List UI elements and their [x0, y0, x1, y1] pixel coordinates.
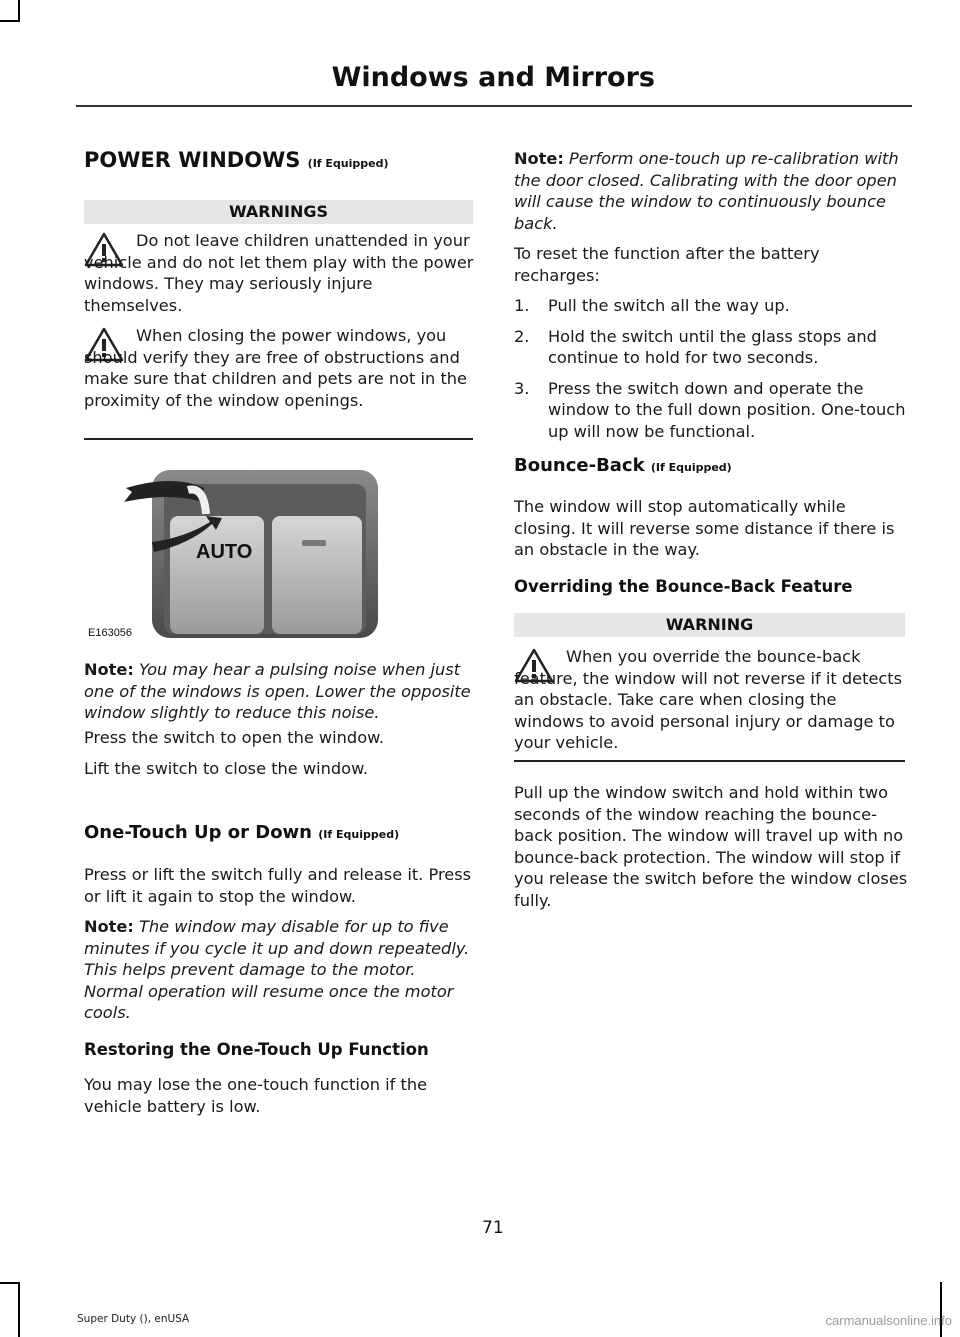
auto-label: AUTO [196, 541, 253, 563]
note [84, 916, 476, 1024]
note-text: You may hear a pulsing noise when just one of the windows is open. Lower the opposite window slightly to reduce this noise. [84, 660, 471, 722]
list-item [514, 326, 906, 369]
crop-mark [0, 20, 20, 22]
step-text: Pull the switch all the way up. [548, 296, 790, 315]
warning-text [84, 230, 474, 316]
paragraph: Press or lift the switch fully and release it. Press or lift it again to stop the window. [84, 865, 472, 906]
heading-suffix: (If Equipped) [318, 828, 400, 841]
crop-mark [0, 1282, 20, 1284]
warning-body: Do not leave children unattended in your vehicle and do not let them play with the power windows. They may seriously injure themselves. [84, 231, 474, 315]
crop-mark [940, 1282, 942, 1337]
warning-text [84, 325, 469, 411]
subsection-heading: Overriding the Bounce-Back Feature [514, 577, 853, 596]
figure-code: E163056 [88, 627, 133, 639]
warning-body: When closing the power windows, you should verify they are free of obstructions and make sure that children and pets are not in the proximity of the window openings. [84, 326, 468, 410]
note-text: Perform one-touch up re-calibration with the door closed. Calibrating with the door open will cause the window to continuously bounce back. [514, 149, 899, 233]
step-number: 2. [514, 326, 530, 346]
crop-mark [18, 0, 20, 22]
step-text: Press the switch down and operate the window to the full down position. One-touch up will now be functional. [548, 378, 906, 441]
list-item [514, 295, 906, 317]
note-text: The window may disable for up to five minutes if you cycle it up and down repeatedly. This helps prevent damage to the motor. Normal operation will resume once the motor cools. [84, 917, 470, 1022]
note-label: Note: [514, 149, 564, 168]
window-switch-illustration [84, 444, 474, 644]
step-number: 1. [514, 296, 530, 315]
heading-suffix: (If Equipped) [307, 157, 389, 170]
steps-list [514, 295, 906, 451]
note [84, 659, 476, 724]
warning-divider [84, 438, 473, 440]
paragraph: You may lose the one-touch function if the vehicle battery is low. [84, 1075, 428, 1116]
paragraph: To reset the function after the battery recharges: [514, 244, 820, 285]
warning-body: When you override the bounce-back feature, the window will not reverse if it detects an obstacle. Take care when closing the windows to avoid personal injury or damage to your vehicle. [514, 647, 903, 752]
heading-suffix: (If Equipped) [650, 461, 732, 474]
warning-text [514, 646, 908, 754]
warning-label: WARNING [514, 613, 905, 637]
crop-mark [18, 1282, 20, 1337]
subsection-heading [514, 455, 732, 476]
heading-text: One-Touch Up or Down [84, 822, 312, 843]
note-label: Note: [84, 917, 134, 936]
section-heading [84, 148, 389, 172]
heading-text: POWER WINDOWS [84, 148, 301, 172]
page-title: Windows and Mirrors [331, 62, 655, 93]
watermark: carmanualsonline.info [825, 1313, 952, 1328]
paragraph: Pull up the window switch and hold within two seconds of the window reaching the bounce-back position. The window will travel up with no bounce-back protection. The window will stop if you release the switch before the window closes fully. [514, 783, 908, 910]
page-number: 71 [482, 1218, 504, 1238]
paragraph: The window will stop automatically while closing. It will reverse some distance if there is an obstacle in the way. [514, 497, 895, 559]
step-text: Hold the switch until the glass stops and continue to hold for two seconds. [548, 326, 877, 367]
subsection-heading [84, 822, 399, 843]
paragraph: Lift the switch to close the window. [84, 759, 368, 778]
warnings-label: WARNINGS [84, 200, 473, 224]
step-number: 3. [514, 378, 530, 398]
warning-divider [514, 760, 905, 762]
heading-text: Bounce-Back [514, 455, 645, 476]
list-item [514, 378, 906, 443]
note [514, 148, 908, 234]
paragraph: Press the switch to open the window. [84, 728, 385, 747]
header-divider [76, 105, 912, 107]
note-label: Note: [84, 660, 134, 679]
subsection-heading: Restoring the One-Touch Up Function [84, 1040, 429, 1059]
document-id: Super Duty (), enUSA [77, 1313, 190, 1325]
